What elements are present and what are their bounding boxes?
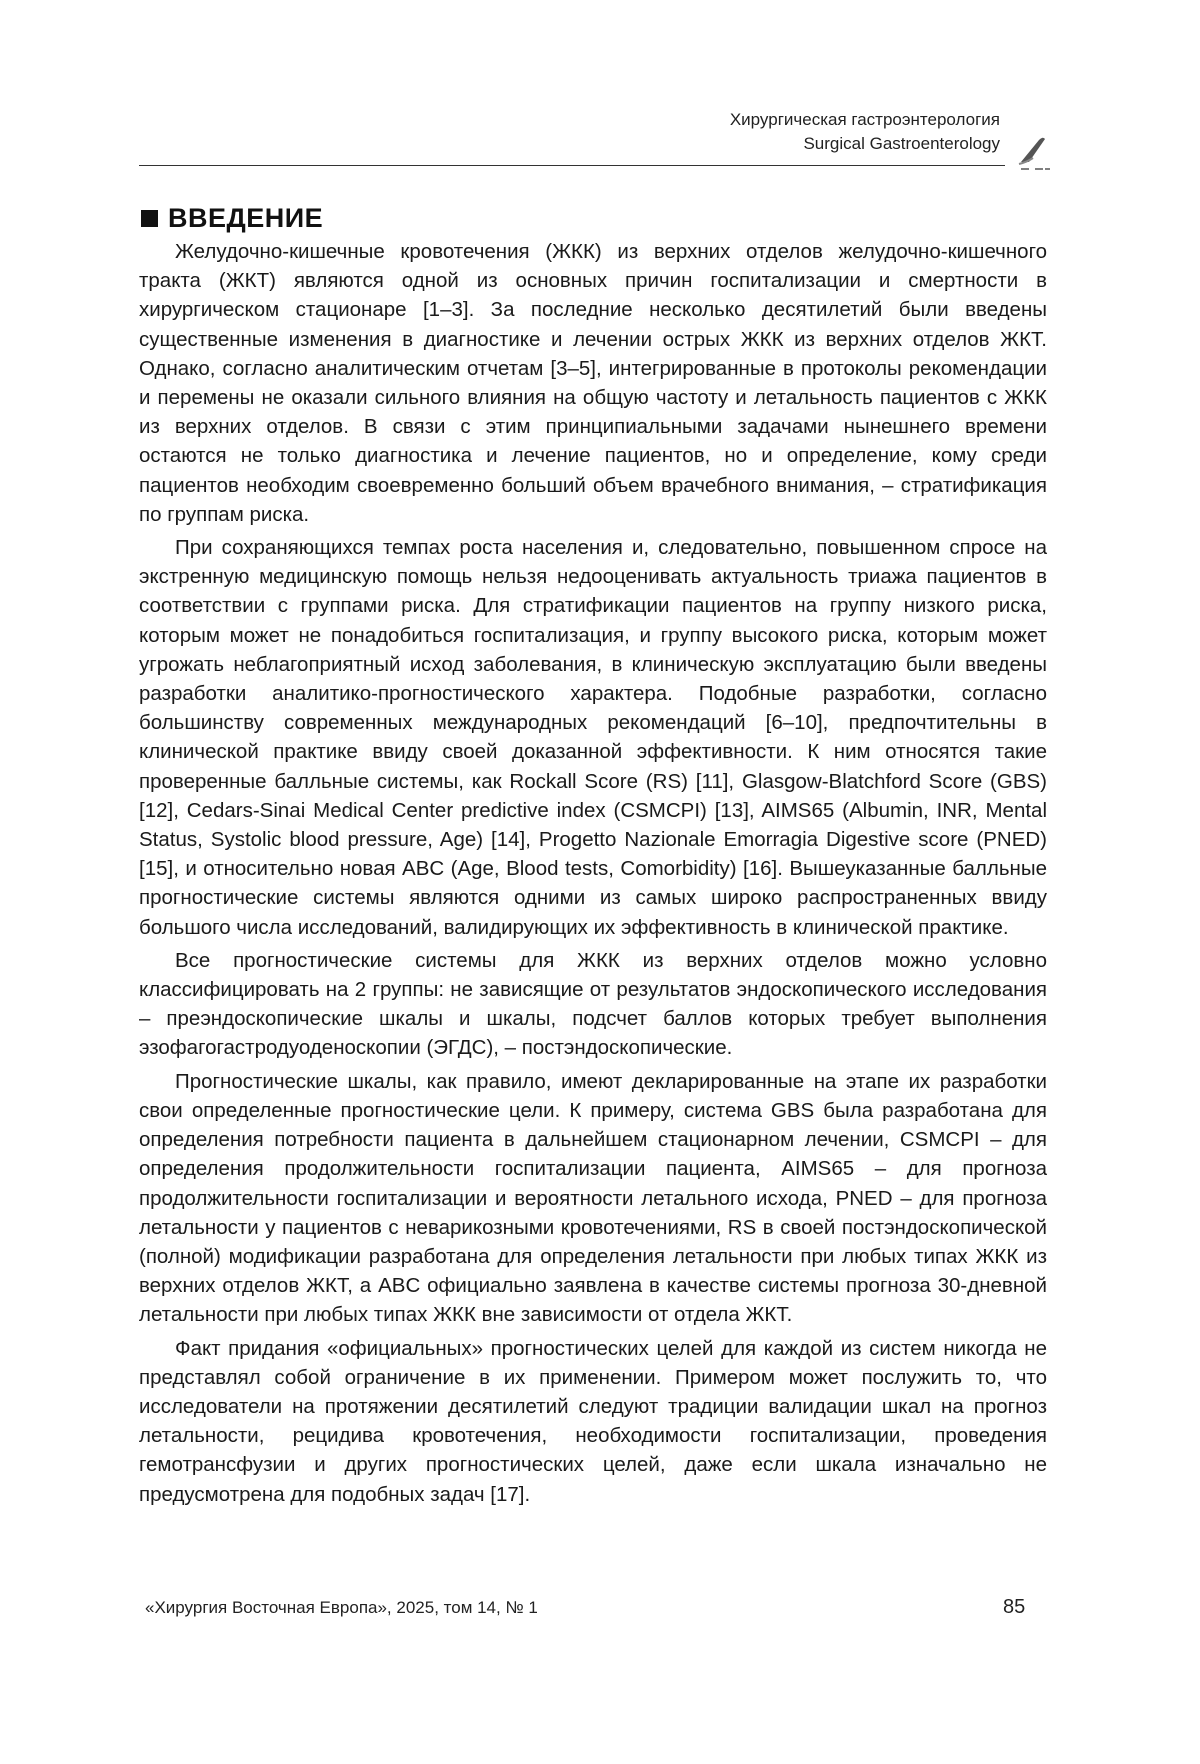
running-header: [730, 108, 1000, 156]
section-title: ВВЕДЕНИЕ: [168, 201, 323, 235]
running-header-russian: Хирургическая гастроэнтерология: [730, 108, 1000, 132]
paragraph: Прогностические шкалы, как правило, имеют декларированные на этапе их разработки свои определенные прогностические цели. К примеру, система GBS была разработана для определения потребности пациента в дальнейшем стационарном лечении, CSMCPI – для определения продолжительности госпитализации пациента, AIMS65 – для прогноза продолжительности госпитализации и вероятности летального исхода, PNED – для прогноза летальности у пациентов с неварикозными кровотечениями, RS в своей постэндоскопической (полной) модификации разработана для определения летальности при любых типах ЖКК из верхних отделов ЖКТ, а ABC официально заявлена в качестве системы прогноза 30-дневной летальности при любых типах ЖКК вне зависимости от отдела ЖКТ.: [139, 1067, 1047, 1330]
footer-journal-citation: «Хирургия Восточная Европа», 2025, том 14, № 1: [145, 1598, 538, 1618]
header-divider: [139, 165, 1005, 166]
paragraph: Факт придания «официальных» прогностических целей для каждой из систем никогда не представлял собой ограничение в их применении. Примером может послужить то, что исследователи на протяжении десятилетий следуют традиции валидации шкал на прогноз летальности, рецидива кровотечения, необходимости госпитализации, проведения гемотрансфузии и других прогностических целей, даже если шкала изначально не предусмотрена для подобных задач [17].: [139, 1334, 1047, 1509]
paragraph: Желудочно-кишечные кровотечения (ЖКК) из верхних отделов желудочно-кишечного тракта (ЖКТ) являются одной из основных причин госпитализации и смертности в хирургическом стационаре [1–3]. За последние несколько десятилетий были введены существенные изменения в диагностике и лечении острых ЖКК из верхних отделов ЖКТ. Однако, согласно аналитическим отчетам [3–5], интегрированные в протоколы рекомендации и перемены не оказали сильного влияния на общую частоту и летальность пациентов с ЖКК из верхних отделов. В связи с этим принципиальными задачами нынешнего времени остаются не только диагностика и лечение пациентов, но и определение, кому среди пациентов необходим своевременно больший объем врачебного внимания, – стратификация по группам риска.: [139, 237, 1047, 529]
article-body: [139, 201, 1047, 1509]
square-bullet-icon: [141, 210, 158, 227]
section-heading: [139, 201, 1047, 235]
scalpel-logo-icon: [1017, 132, 1051, 172]
paragraph: Все прогностические системы для ЖКК из верхних отделов можно условно классифицировать на 2 группы: не зависящие от результатов эндоскопического исследования – преэндоскопические шкалы и шкалы, подсчет баллов которых требует выполнения эзофагогастродуоденоскопии (ЭГДС), – постэндоскопические.: [139, 946, 1047, 1063]
page-number: 85: [1003, 1596, 1025, 1619]
running-header-english: Surgical Gastroenterology: [730, 132, 1000, 156]
paragraph: При сохраняющихся темпах роста населения и, следовательно, повышенном спросе на экстренную медицинскую помощь нельзя недооценивать актуальность триажа пациентов в соответствии с группами риска. Для стратификации пациентов на группу низкого риска, которым может не понадобиться госпитализация, и группу высокого риска, которым может угрожать неблагоприятный исход заболевания, в клиническую эксплуатацию были введены разработки аналитико-прогностического характера. Подобные разработки, согласно большинству современных международных рекомендаций [6–10], предпочтительны в клинической практике ввиду своей доказанной эффективности. К ним относятся такие проверенные балльные системы, как Rockall Score (RS) [11], Glasgow-Blatchford Score (GBS) [12], Cedars-Sinai Medical Center predictive index (CSMCPI) [13], AIMS65 (Albumin, INR, Mental Status, Systolic blood pressure, Age) [14], Progetto Nazionale Emorragia Digestive score (PNED) [15], и относительно новая ABC (Age, Blood tests, Comorbidity) [16]. Вышеуказанные балльные прогностические системы являются одними из самых широко распространенных ввиду большого числа исследований, валидирующих их эффективность в клинической практике.: [139, 533, 1047, 942]
